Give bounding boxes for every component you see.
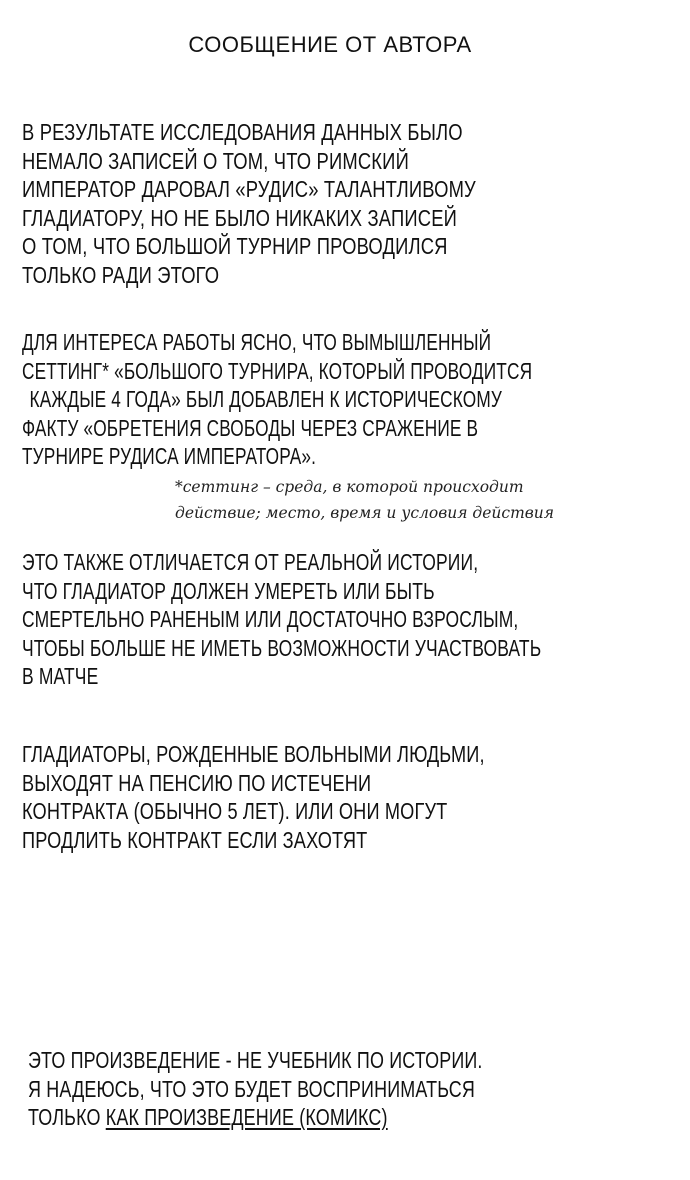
text-line: СЕТТИНГ* «БОЛЬШОГО ТУРНИРА, КОТОРЫЙ ПРОВОДИТСЯ [22, 357, 533, 384]
text-line: В РЕЗУЛЬТАТЕ ИССЛЕДОВАНИЯ ДАННЫХ БЫЛО [22, 119, 463, 145]
text-line: ПРОДЛИТЬ КОНТРАКТ ЕСЛИ ЗАХОТЯТ [22, 826, 368, 853]
underlined-text: КАК ПРОИЗВЕДЕНИЕ (КОМИКС) [105, 1104, 388, 1130]
text-line: ТУРНИРЕ РУДИСА ИМПЕРАТОРА». [22, 443, 317, 469]
text-line: Я НАДЕЮСЬ, ЧТО ЭТО БУДЕТ ВОСПРИНИМАТЬСЯ [28, 1075, 475, 1102]
text-line: ВЫХОДЯТ НА ПЕНСИЮ ПО ИСТЕЧЕНИ [22, 769, 372, 796]
text-line: ТОЛЬКО РАДИ ЭТОГО [22, 261, 220, 288]
text-line: ЧТО ГЛАДИАТОР ДОЛЖЕН УМЕРЕТЬ ИЛИ БЫТЬ [22, 577, 435, 604]
text-line: СМЕРТЕЛЬНО РАНЕНЫМ ИЛИ ДОСТАТОЧНО ВЗРОСЛЫМ, [22, 606, 519, 632]
text-line: ИМПЕРАТОР ДАРОВАЛ «РУДИС» ТАЛАНТЛИВОМУ [22, 176, 476, 202]
paragraph-research [22, 118, 476, 289]
footnote-line: *сеттинг – среда, в которой происходит [175, 478, 524, 496]
text-prefix: ТОЛЬКО [28, 1104, 106, 1130]
footnote-line: действие; место, время и условия действия [175, 504, 555, 522]
text-line: ЭТО ТАКЖЕ ОТЛИЧАЕТСЯ ОТ РЕАЛЬНОЙ ИСТОРИИ, [22, 549, 479, 575]
text-line: КОНТРАКТА (ОБЫЧНО 5 ЛЕТ). ИЛИ ОНИ МОГУТ [22, 798, 448, 824]
footnote [175, 474, 554, 526]
text-line: ЧТОБЫ БОЛЬШЕ НЕ ИМЕТЬ ВОЗМОЖНОСТИ УЧАСТВОВАТЬ [22, 634, 542, 661]
paragraph-gladiators [22, 740, 485, 854]
text-line: В МАТЧЕ [22, 663, 99, 689]
text-line: НЕМАЛО ЗАПИСЕЙ О ТОМ, ЧТО РИМСКИЙ [22, 147, 409, 174]
paragraph-setting [22, 328, 532, 471]
text-line: ГЛАДИАТОРУ, НО НЕ БЫЛО НИКАКИХ ЗАПИСЕЙ [22, 204, 458, 231]
text-line: ДЛЯ ИНТЕРЕСА РАБОТЫ ЯСНО, ЧТО ВЫМЫШЛЕННЫЙ [22, 329, 492, 355]
text-line: О ТОМ, ЧТО БОЛЬШОЙ ТУРНИР ПРОВОДИЛСЯ [22, 233, 448, 259]
text-line: ЭТО ПРОИЗВЕДЕНИЕ - НЕ УЧЕБНИК ПО ИСТОРИИ. [28, 1047, 483, 1073]
paragraph-disclaimer [28, 1046, 483, 1132]
page-title: СООБЩЕНИЕ ОТ АВТОРА [188, 32, 472, 57]
text-line: КАЖДЫЕ 4 ГОДА» БЫЛ ДОБАВЛЕН К ИСТОРИЧЕСКОМУ [29, 386, 502, 412]
text-line: ГЛАДИАТОРЫ, РОЖДЕННЫЕ ВОЛЬНЫМИ ЛЮДЬМИ, [22, 741, 485, 767]
text-line-last [28, 1103, 483, 1132]
text-line: ФАКТУ «ОБРЕТЕНИЯ СВОБОДЫ ЧЕРЕЗ СРАЖЕНИЕ В [22, 414, 479, 441]
paragraph-history-difference [22, 548, 541, 691]
